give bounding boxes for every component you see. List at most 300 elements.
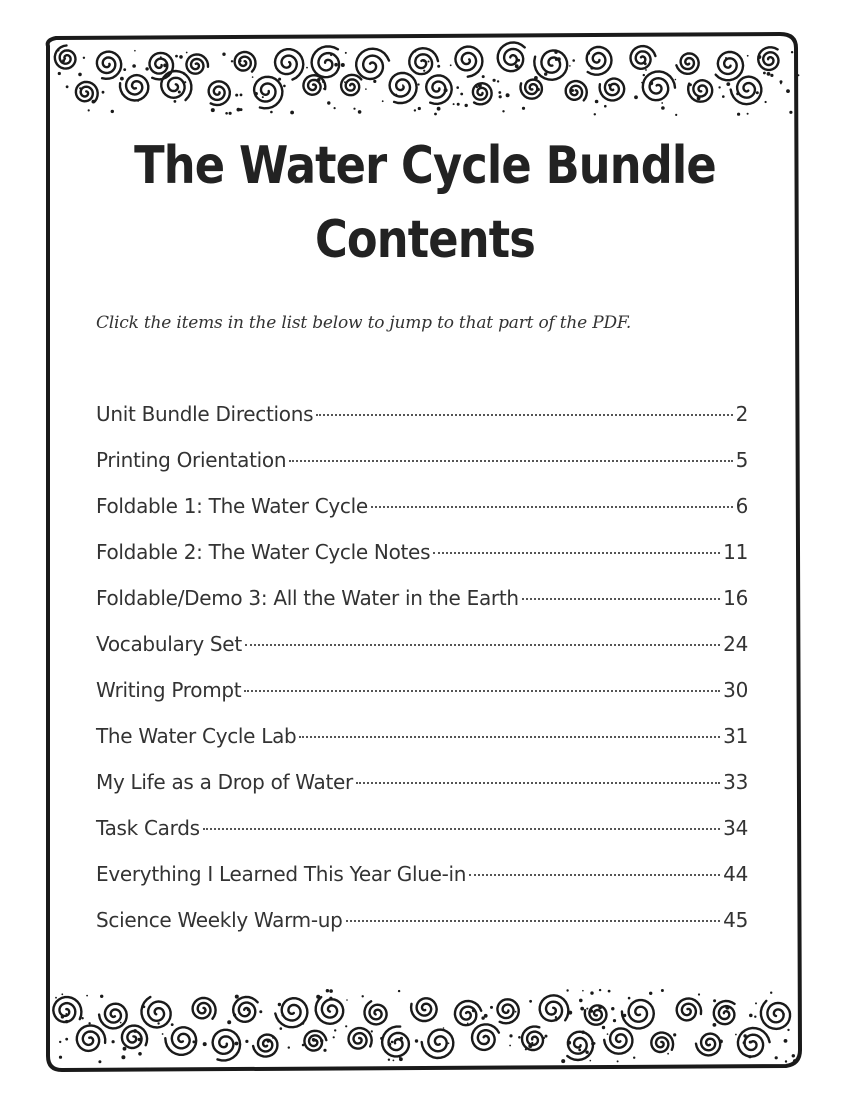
dot-icon <box>590 1010 593 1013</box>
dot-icon <box>418 83 420 85</box>
dot-icon <box>65 1020 68 1023</box>
dot-icon <box>792 1054 795 1057</box>
swirl-icon <box>761 1001 790 1029</box>
dot-icon <box>735 1034 737 1036</box>
dot-icon <box>490 1006 493 1009</box>
dot-icon <box>661 102 663 104</box>
dot-icon <box>92 100 96 104</box>
dot-icon <box>515 64 519 68</box>
toc-link-item[interactable] <box>96 586 748 632</box>
dot-icon <box>160 56 162 58</box>
dot-icon <box>391 1041 394 1044</box>
dot-icon <box>423 60 426 63</box>
dot-icon <box>326 989 329 992</box>
dot-icon <box>617 1060 619 1062</box>
dot-icon <box>418 107 421 110</box>
dot-icon <box>333 1036 335 1038</box>
swirl-icon <box>696 1034 720 1056</box>
dot-icon <box>362 995 364 997</box>
swirl-icon <box>758 47 778 70</box>
dot-icon <box>481 1016 484 1019</box>
swirl-icon <box>567 1032 593 1060</box>
dot-icon <box>579 999 583 1003</box>
swirl-icon <box>604 1028 632 1053</box>
toc-link-item[interactable] <box>96 770 748 816</box>
dot-icon <box>580 1007 584 1011</box>
swirl-icon <box>349 1028 372 1049</box>
dot-icon <box>590 67 593 70</box>
dot-icon <box>698 993 700 995</box>
dot-icon <box>399 1057 403 1061</box>
dot-icon <box>402 84 404 86</box>
toc-link-item[interactable] <box>96 402 748 448</box>
toc-link-item[interactable] <box>96 448 748 494</box>
dot-icon <box>478 84 482 88</box>
dot-icon <box>757 55 761 59</box>
swirl-icon <box>161 71 191 100</box>
dot-icon <box>765 101 767 103</box>
dot-icon <box>225 112 228 115</box>
dot-icon <box>183 72 186 75</box>
dot-icon <box>726 82 730 86</box>
dot-icon <box>719 1040 723 1044</box>
dot-icon <box>163 64 167 68</box>
dot-icon <box>571 89 574 92</box>
swirl-icon <box>193 998 216 1019</box>
dot-icon <box>515 1011 517 1013</box>
dot-icon <box>120 77 124 81</box>
toc-item-page-number: 33 <box>723 770 748 794</box>
dot-icon <box>434 113 437 116</box>
dot-icon <box>623 1014 626 1017</box>
dot-icon <box>145 67 148 70</box>
dot-icon <box>262 96 264 98</box>
dot-icon <box>460 93 463 96</box>
dot-icon <box>102 91 105 94</box>
toc-item-page-number: 2 <box>735 402 748 426</box>
toc-dot-leader <box>356 782 720 784</box>
toc-item-label: Writing Prompt <box>96 678 242 702</box>
toc-link-item[interactable] <box>96 632 748 678</box>
toc-item-label: Unit Bundle Directions <box>96 402 314 426</box>
dot-icon <box>581 1031 584 1034</box>
dot-icon <box>590 1060 592 1062</box>
dot-icon <box>641 82 643 84</box>
swirl-icon <box>631 46 656 69</box>
toc-item-page-number: 44 <box>723 862 748 886</box>
swirl-icon <box>622 1000 654 1028</box>
dot-icon <box>643 74 645 76</box>
dot-icon <box>747 113 749 115</box>
dot-icon <box>791 51 793 53</box>
toc-item-label: Foldable/Demo 3: All the Water in the Earth <box>96 586 519 610</box>
dot-icon <box>121 1055 125 1059</box>
dot-icon <box>789 111 792 114</box>
dot-icon <box>235 1042 239 1046</box>
dot-icon <box>133 1029 137 1033</box>
dot-icon <box>444 88 448 92</box>
dot-icon <box>235 995 239 999</box>
swirl-icon <box>522 1027 543 1050</box>
dot-icon <box>775 1056 778 1059</box>
dot-icon <box>192 1040 195 1043</box>
dot-icon <box>171 1023 174 1026</box>
toc-link-item[interactable] <box>96 816 748 862</box>
dot-icon <box>497 80 499 82</box>
dot-icon <box>143 1006 146 1009</box>
dot-icon <box>689 83 692 86</box>
dot-icon <box>373 80 376 83</box>
toc-item-label: Science Weekly Warm-up <box>96 908 343 932</box>
dot-icon <box>353 108 355 110</box>
dot-icon <box>184 81 186 83</box>
swirl-icon <box>235 52 256 72</box>
dot-icon <box>517 59 520 62</box>
dot-icon <box>529 1000 532 1003</box>
dot-icon <box>593 1042 596 1045</box>
swirl-icon <box>186 54 208 73</box>
dot-icon <box>644 62 647 65</box>
dot-icon <box>783 1013 785 1015</box>
dot-icon <box>240 94 243 97</box>
swirl-icon <box>587 47 612 75</box>
dot-icon <box>380 1037 383 1040</box>
swirl-icon <box>473 83 492 104</box>
dot-icon <box>749 1014 753 1018</box>
dot-icon <box>138 1038 141 1041</box>
dot-icon <box>100 995 103 998</box>
dot-icon <box>608 990 611 993</box>
dot-icon <box>467 1023 469 1025</box>
dot-icon <box>545 1035 548 1038</box>
dot-icon <box>259 1010 262 1013</box>
toc-link-item[interactable] <box>96 540 748 586</box>
swirl-icon <box>254 77 282 109</box>
dot-icon <box>270 111 273 114</box>
page-title-line-1: The Water Cycle Bundle <box>134 136 716 196</box>
toc-item-page-number: 16 <box>723 586 748 610</box>
toc-item-label: My Life as a Drop of Water <box>96 770 353 794</box>
toc-dot-leader <box>245 644 720 646</box>
dot-icon <box>608 84 611 87</box>
dot-icon <box>395 94 398 97</box>
dot-icon <box>448 1042 450 1044</box>
dot-icon <box>572 59 575 62</box>
dot-icon <box>793 1059 797 1063</box>
dot-icon <box>292 71 294 73</box>
dot-icon <box>61 993 63 995</box>
dot-icon <box>329 989 333 993</box>
dot-icon <box>713 999 716 1002</box>
dot-icon <box>237 108 241 112</box>
dot-icon <box>787 1029 789 1031</box>
dot-icon <box>55 997 57 999</box>
toc-dot-leader <box>244 690 720 692</box>
toc-item-page-number: 34 <box>723 816 748 840</box>
dot-icon <box>227 1020 231 1024</box>
swirl-icon <box>455 47 482 77</box>
dot-icon <box>437 65 440 68</box>
dot-icon <box>233 1013 236 1016</box>
dot-icon <box>498 91 501 94</box>
toc-item-label: Foldable 2: The Water Cycle Notes <box>96 540 431 564</box>
dot-icon <box>536 88 540 92</box>
swirl-icon <box>455 1001 481 1025</box>
swirl-icon <box>165 1027 196 1055</box>
dot-icon <box>482 75 485 78</box>
dot-icon <box>78 73 82 77</box>
dot-icon <box>86 995 88 997</box>
dot-icon <box>472 1009 475 1012</box>
toc-item-label: Task Cards <box>96 816 200 840</box>
swirl-icon <box>540 995 569 1021</box>
dot-icon <box>157 1022 159 1024</box>
swirl-icon <box>390 73 417 103</box>
dot-icon <box>743 1041 746 1044</box>
dot-icon <box>786 89 790 93</box>
dot-icon <box>280 1027 283 1030</box>
bottom-swirl-decoration <box>53 995 790 1060</box>
swirl-icon <box>566 81 587 100</box>
dot-icon <box>673 1033 676 1036</box>
dot-icon <box>288 1046 290 1048</box>
dot-icon <box>543 1037 545 1039</box>
top-swirl-decoration <box>55 43 779 109</box>
swirl-icon <box>498 43 525 72</box>
dot-icon <box>493 79 496 82</box>
dot-icon <box>595 100 599 104</box>
dot-icon <box>528 1044 532 1048</box>
dot-icon <box>713 1023 717 1027</box>
dot-icon <box>346 999 348 1001</box>
dot-icon <box>344 81 346 83</box>
swirl-icon <box>120 75 148 100</box>
dot-icon <box>555 1016 557 1018</box>
dot-icon <box>98 1060 101 1063</box>
dot-icon <box>61 1015 64 1018</box>
dot-icon <box>628 997 631 1000</box>
dot-icon <box>58 72 61 75</box>
dot-icon <box>283 85 286 88</box>
dot-icon <box>555 58 558 61</box>
dot-icon <box>649 992 652 995</box>
dot-icon <box>645 69 647 71</box>
dot-icon <box>578 1049 581 1052</box>
swirl-icon <box>55 46 76 69</box>
dot-icon <box>65 1038 68 1041</box>
dot-icon <box>345 1025 347 1027</box>
dot-icon <box>400 1037 403 1040</box>
dot-icon <box>587 52 590 55</box>
toc-link-item[interactable] <box>96 908 748 954</box>
dot-icon <box>747 55 749 57</box>
dot-icon <box>334 1029 336 1031</box>
dot-icon <box>722 95 725 98</box>
dot-icon <box>316 995 320 999</box>
dot-icon <box>358 110 362 114</box>
dot-icon <box>667 1053 669 1055</box>
dot-icon <box>302 1044 305 1047</box>
dot-icon <box>456 86 459 89</box>
dot-icon <box>290 111 294 115</box>
dot-icon <box>661 989 664 992</box>
dot-icon <box>613 1019 616 1022</box>
dot-icon <box>65 1013 67 1015</box>
dot-icon <box>79 87 81 89</box>
dot-icon <box>557 57 561 61</box>
dot-icon <box>748 1055 751 1058</box>
dot-icon <box>756 91 759 94</box>
dot-icon <box>661 106 665 110</box>
dot-icon <box>323 88 325 90</box>
dot-icon <box>544 72 547 75</box>
dot-icon <box>229 112 232 115</box>
swirl-icon <box>356 49 389 79</box>
dot-icon <box>754 1016 756 1018</box>
toc-item-page-number: 5 <box>735 448 748 472</box>
dot-icon <box>345 52 347 54</box>
dot-icon <box>767 72 771 76</box>
swirl-icon <box>600 79 625 101</box>
swirl-icon <box>714 1001 735 1024</box>
dot-icon <box>465 104 468 107</box>
toc-item-page-number: 31 <box>723 724 748 748</box>
dot-icon <box>450 64 452 66</box>
dot-icon <box>780 83 782 85</box>
dot-icon <box>541 90 543 92</box>
dot-icon <box>398 990 400 992</box>
dot-icon <box>186 52 188 54</box>
toc-dot-leader <box>203 828 720 830</box>
toc-dot-leader <box>316 414 732 416</box>
dot-icon <box>278 78 281 81</box>
dot-icon <box>314 1040 316 1042</box>
dot-icon <box>785 1060 787 1062</box>
swirl-icon <box>122 1026 147 1048</box>
dot-icon <box>502 110 504 112</box>
swirl-icon <box>97 52 121 79</box>
toc-dot-leader <box>346 920 721 922</box>
dot-icon <box>365 88 367 90</box>
dot-icon <box>568 1011 572 1015</box>
swirl-icon <box>233 997 257 1022</box>
dot-icon <box>599 989 601 991</box>
dot-icon <box>137 100 139 102</box>
dot-icon <box>736 92 739 95</box>
table-of-contents <box>96 402 748 954</box>
dot-icon <box>171 69 174 72</box>
toc-item-page-number: 6 <box>735 494 748 518</box>
dot-icon <box>790 1011 792 1013</box>
dot-icon <box>138 1052 142 1056</box>
dot-icon <box>602 1026 605 1029</box>
swirl-icon <box>716 52 743 80</box>
dot-icon <box>255 92 258 95</box>
toc-dot-leader <box>299 736 720 738</box>
dot-icon <box>566 989 568 991</box>
dot-icon <box>634 95 638 99</box>
swirl-icon <box>316 997 344 1024</box>
dot-icon <box>797 74 799 76</box>
dot-icon <box>247 1009 250 1012</box>
dot-icon <box>327 101 330 104</box>
dot-icon <box>267 1039 270 1042</box>
dot-icon <box>235 94 238 97</box>
dot-icon <box>594 113 596 115</box>
dot-icon <box>725 57 727 59</box>
swirl-icon <box>651 1033 673 1052</box>
dot-icon <box>111 110 114 113</box>
toc-item-page-number: 45 <box>723 908 748 932</box>
dot-icon <box>423 70 425 72</box>
toc-dot-leader <box>433 552 720 554</box>
dot-icon <box>222 53 225 56</box>
dot-icon <box>453 103 455 105</box>
dot-icon <box>57 49 59 51</box>
dot-icon <box>59 1041 61 1043</box>
swirl-icon <box>76 82 98 101</box>
dot-icon <box>334 107 336 109</box>
toc-link-item[interactable] <box>96 678 748 724</box>
dot-icon <box>123 68 126 71</box>
dot-icon <box>415 1039 418 1042</box>
dot-icon <box>301 1022 304 1025</box>
dot-icon <box>585 1051 588 1054</box>
dot-icon <box>81 1017 83 1019</box>
swirl-icon <box>382 1027 409 1057</box>
dot-icon <box>162 1033 164 1035</box>
toc-link-item[interactable] <box>96 724 748 770</box>
dot-icon <box>569 65 571 67</box>
dot-icon <box>66 85 69 88</box>
dot-icon <box>88 109 90 111</box>
dot-icon <box>457 103 460 106</box>
toc-link-item[interactable] <box>96 494 748 540</box>
dot-icon <box>554 51 557 54</box>
dot-icon <box>120 1022 122 1024</box>
dot-icon <box>88 1022 90 1024</box>
dot-icon <box>437 107 441 111</box>
swirl-icon <box>312 46 340 77</box>
dot-icon <box>561 1059 565 1063</box>
swirl-icon <box>77 1025 105 1051</box>
swirl-icon <box>341 75 361 95</box>
dot-icon <box>586 1008 588 1010</box>
swirl-icon <box>275 49 303 79</box>
instructions-text: Click the items in the list below to jump to that part of the PDF. <box>96 313 632 333</box>
swirl-icon <box>731 77 762 105</box>
swirl-icon <box>472 1024 499 1050</box>
dot-icon <box>388 1059 390 1061</box>
dot-icon <box>531 1042 533 1044</box>
swirl-icon <box>411 998 437 1021</box>
dot-icon <box>443 1027 445 1029</box>
dot-icon <box>770 74 773 77</box>
swirl-icon <box>365 1001 387 1024</box>
dot-icon <box>718 86 720 88</box>
toc-item-page-number: 24 <box>723 632 748 656</box>
swirl-icon <box>53 997 81 1022</box>
dot-icon <box>252 76 254 78</box>
dot-icon <box>551 1013 553 1015</box>
dot-icon <box>334 63 338 67</box>
toc-dot-leader <box>371 506 733 508</box>
dot-icon <box>428 61 430 63</box>
dot-icon <box>239 60 241 62</box>
dot-icon <box>322 80 325 83</box>
dot-icon <box>382 100 384 102</box>
toc-link-item[interactable] <box>96 862 748 908</box>
